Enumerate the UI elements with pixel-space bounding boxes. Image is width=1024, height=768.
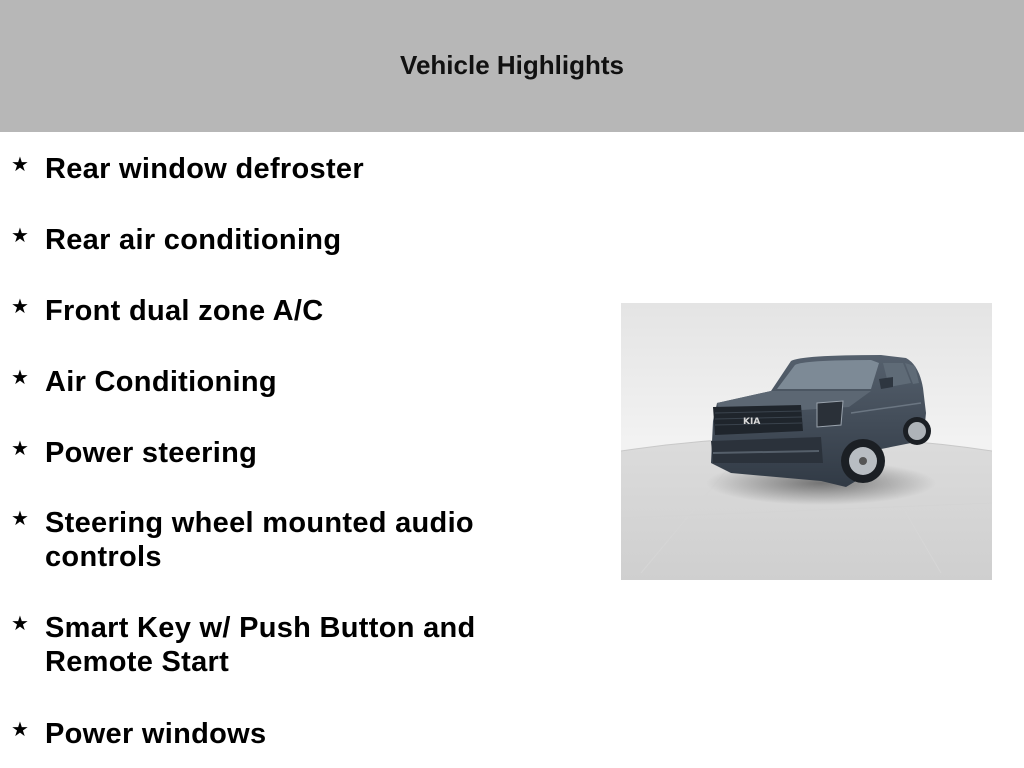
star-icon: ★ [11,611,29,635]
star-icon: ★ [11,294,29,318]
highlight-label: Front dual zone A/C [45,295,324,327]
vehicle-illustration [621,303,992,580]
header-bar [0,0,1024,132]
star-icon: ★ [11,223,29,247]
vehicle-photo [621,303,992,580]
star-icon: ★ [11,152,29,176]
star-icon: ★ [11,365,29,389]
highlight-label: Power windows [45,718,267,750]
highlight-label: Air Conditioning [45,366,277,398]
highlight-label: Steering wheel mounted audio controls [45,507,474,573]
page-title: Vehicle Highlights [400,49,624,80]
star-icon: ★ [11,436,29,460]
highlight-label: Rear window defroster [45,153,364,185]
star-icon: ★ [11,717,29,741]
highlight-label: Smart Key w/ Push Button and Remote Start [45,612,476,678]
star-icon: ★ [11,506,29,530]
highlight-label: Rear air conditioning [45,224,342,256]
svg-text:KIA: KIA [743,417,761,427]
highlight-label: Power steering [45,437,258,469]
